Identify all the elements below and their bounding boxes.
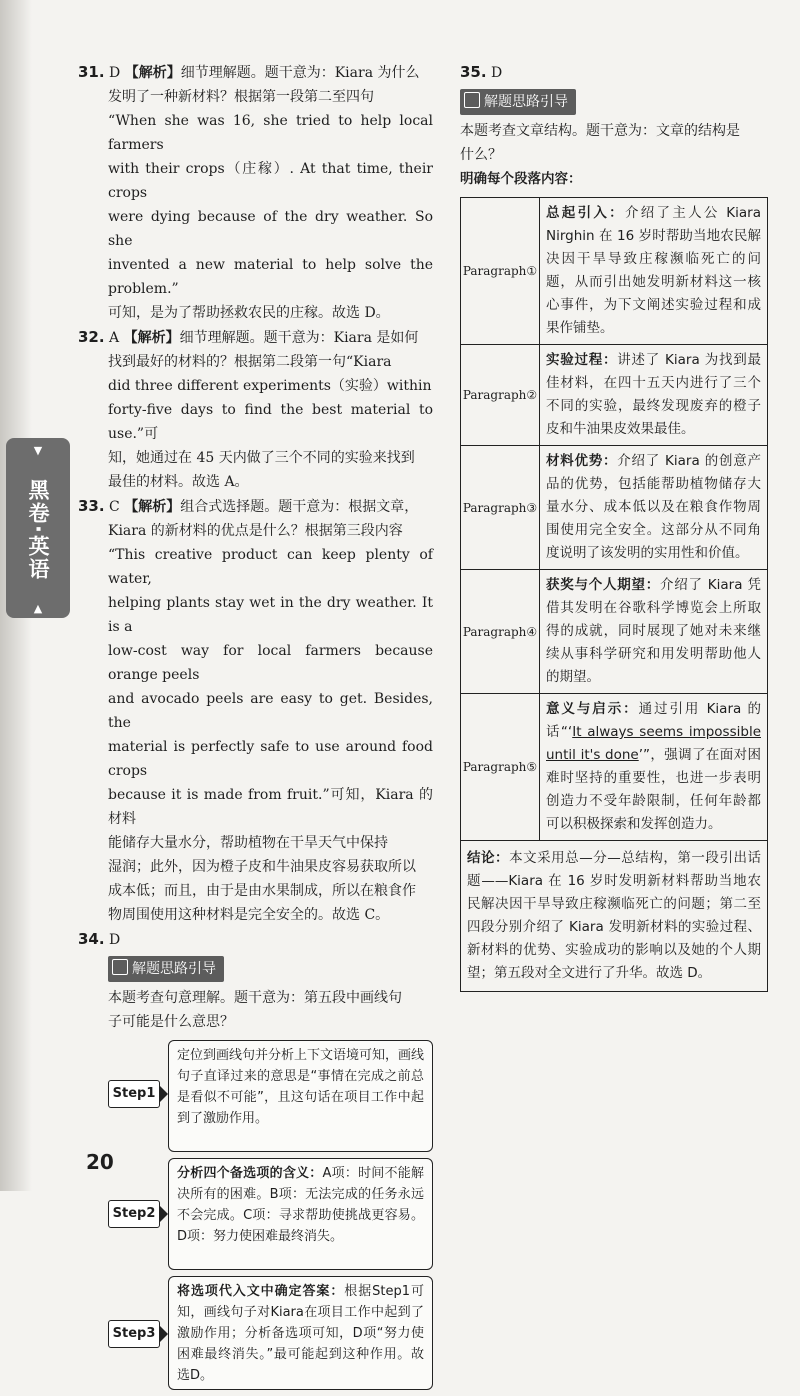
solution-guide-label: 解题思路引导: [460, 89, 576, 115]
table-row: [461, 345, 768, 446]
triangle-up-icon: ▼: [33, 444, 43, 457]
triangle-down-icon: ▲: [33, 602, 43, 615]
paragraph-cell: Paragraph④: [461, 570, 540, 694]
text-line: 本题考查文章结构。题干意为：文章的结构是: [460, 123, 740, 139]
table-row: [461, 570, 768, 694]
notepad-icon: [464, 92, 480, 108]
text-line: did three different experiments（实验）within: [108, 378, 432, 394]
text-line: 成本低；而且，由于是由水果制成，所以在粮食作: [108, 883, 416, 899]
content-cell: 材料优势：介绍了 Kiara 的创意产品的优势，包括能帮助植物储存大量水分、成本低以及在粮食作物周围使用完全安全。这部分从不同角度说明了该发明的实用性和价值。: [540, 446, 768, 570]
question-31: [78, 60, 433, 325]
analysis-tag: 【解析】: [123, 330, 180, 346]
text-line: 最佳的材料。故选 A。: [108, 474, 249, 490]
left-column: [78, 60, 433, 1396]
content-cell: 获奖与个人期望：介绍了 Kiara 凭借其发明在谷歌科学博览会上所取得的成就，同时展现了她对未来继续从事科学研究和用发明帮助他人的期望。: [540, 570, 768, 694]
paragraph-cell: Paragraph②: [461, 345, 540, 446]
text-line: helping plants stay wet in the dry weather. It is a: [108, 595, 433, 635]
question-35: [460, 60, 780, 992]
paragraph-cell: Paragraph①: [461, 198, 540, 345]
side-tab-label: 黑卷·英语: [26, 479, 50, 581]
question-33: [78, 494, 433, 927]
question-34: [78, 927, 433, 1390]
text-line: 子可能是什么意思？: [108, 1014, 234, 1030]
text-line: “This creative product can keep plenty of water,: [108, 547, 433, 587]
text-line: forty-five days to find the best material to use.”可: [108, 402, 433, 442]
answer-letter: D: [109, 932, 121, 948]
step-tag: Step1: [108, 1080, 160, 1108]
conclusion-cell: 结论：本文采用总—分—总结构，第一段引出话题——Kiara 在 16 岁时发明新材料帮助当地农民解决因干旱导致庄稼濒临死亡的问题；第二至四段分别介绍了 Kiara 发明新材料的实验过程、新材料的优势、实验成功的影响以及她的个人期望；第五段对全文进行了升华。故选 D。: [461, 841, 768, 992]
content-cell: 总起引入：介绍了主人公 Kiara Nirghin 在 16 岁时帮助当地农民解决因干旱导致庄稼濒临死亡的问题，从而引出她发明新材料这一核心事件，为下文阐述实验过程和成果作铺垫。: [540, 198, 768, 345]
answer-letter: A: [109, 330, 120, 346]
paragraph-cell: Paragraph③: [461, 446, 540, 570]
table-row: [461, 841, 768, 992]
page-number: 20: [86, 1150, 114, 1174]
underlined-quote: It always seems impossible until it's done: [546, 724, 761, 763]
text-line: 什么？: [460, 147, 502, 163]
step-item: [108, 1276, 433, 1390]
text-line: were dying because of the dry weather. So she: [108, 209, 433, 249]
content-cell: 意义与启示：通过引用 Kiara 的话“‘It always seems impossible until it's done’”，强调了在面对困难时坚持的重要性，也进一步表明创造力不受年龄限制，任何年龄都可以积极探索和发挥创造力。: [540, 694, 768, 841]
right-column: [460, 60, 780, 992]
step-content: 将选项代入文中确定答案：根据Step1可知，画线句子对Kiara在项目工作中起到了激励作用；分析备选项可知，D项“努力使困难最终消失。”最可能起到这种作用。故选D。: [168, 1276, 433, 1390]
notepad-icon: [112, 959, 128, 975]
text-line: 组合式选择题。题干意为：根据文章，: [180, 499, 419, 515]
text-line: 细节理解题。题干意为：Kiara 为什么: [180, 65, 420, 81]
question-number: 35.: [460, 63, 487, 81]
answer-letter: D: [491, 65, 503, 81]
table-subhead: 明确每个段落内容：: [460, 171, 582, 187]
text-line: 知，她通过在 45 天内做了三个不同的实验来找到: [108, 450, 415, 466]
question-number: 33.: [78, 497, 105, 515]
step-list: [78, 1040, 433, 1390]
analysis-tag: 【解析】: [124, 499, 181, 515]
text-line: with their crops（庄稼）. At that time, their crops: [108, 161, 433, 201]
step-item: [108, 1158, 433, 1270]
text-line: Kiara 的新材料的优点是什么？根据第三段内容: [108, 523, 403, 539]
step-content: 定位到画线句并分析上下文语境可知，画线句子直译过来的意思是“事情在完成之前总是看似不可能”，且这句话在项目工作中起到了激励作用。: [168, 1040, 433, 1152]
table-row: [461, 694, 768, 841]
paragraph-analysis-table: [460, 197, 768, 992]
step-item: [108, 1040, 433, 1152]
step-tag: Step2: [108, 1200, 160, 1228]
question-number: 31.: [78, 63, 105, 81]
text-line: “When she was 16, she tried to help local farmers: [108, 113, 433, 153]
text-line: 能储存大量水分，帮助植物在干旱天气中保持: [108, 835, 388, 851]
text-line: invented a new material to help solve the problem.”: [108, 257, 433, 297]
table-row: [461, 198, 768, 345]
content-cell: 实验过程：讲述了 Kiara 为找到最佳材料，在四十五天内进行了三个不同的实验，最终发现废弃的橙子皮和牛油果皮效果最佳。: [540, 345, 768, 446]
text-line: 细节理解题。题干意为：Kiara 是如何: [179, 330, 419, 346]
text-line: 找到最好的材料的？根据第二段第一句“Kiara: [108, 354, 392, 370]
answer-letter: D: [109, 65, 121, 81]
text-line: because it is made from fruit.”可知，Kiara 的材料: [108, 787, 433, 827]
text-line: 本题考查句意理解。题干意为：第五段中画线句: [108, 990, 402, 1006]
text-line: material is perfectly safe to use around food crops: [108, 739, 433, 779]
step-tag: Step3: [108, 1320, 160, 1348]
text-line: 物周围使用这种材料是完全安全的。故选 C。: [108, 907, 390, 923]
analysis-tag: 【解析】: [124, 65, 181, 81]
text-line: low-cost way for local farmers because orange peels: [108, 643, 433, 683]
text-line: 发明了一种新材料？根据第一段第二至四句: [108, 89, 374, 105]
step-content: 分析四个备选项的含义：A项：时间不能解决所有的困难。B项：无法完成的任务永远不会完成。C项：寻求帮助使挑战更容易。D项：努力使困难最终消失。: [168, 1158, 433, 1270]
text-line: 湿润；此外，因为橙子皮和牛油果皮容易获取所以: [108, 859, 416, 875]
text-line: and avocado peels are easy to get. Besides, the: [108, 691, 433, 731]
question-32: [78, 325, 433, 494]
table-row: [461, 446, 768, 570]
paragraph-cell: Paragraph⑤: [461, 694, 540, 841]
question-number: 32.: [78, 328, 105, 346]
text-line: 可知，是为了帮助拯救农民的庄稼。故选 D。: [108, 305, 390, 321]
solution-guide-label: 解题思路引导: [108, 956, 224, 982]
section-side-tab: [6, 438, 70, 618]
answer-letter: C: [109, 499, 120, 515]
question-number: 34.: [78, 930, 105, 948]
